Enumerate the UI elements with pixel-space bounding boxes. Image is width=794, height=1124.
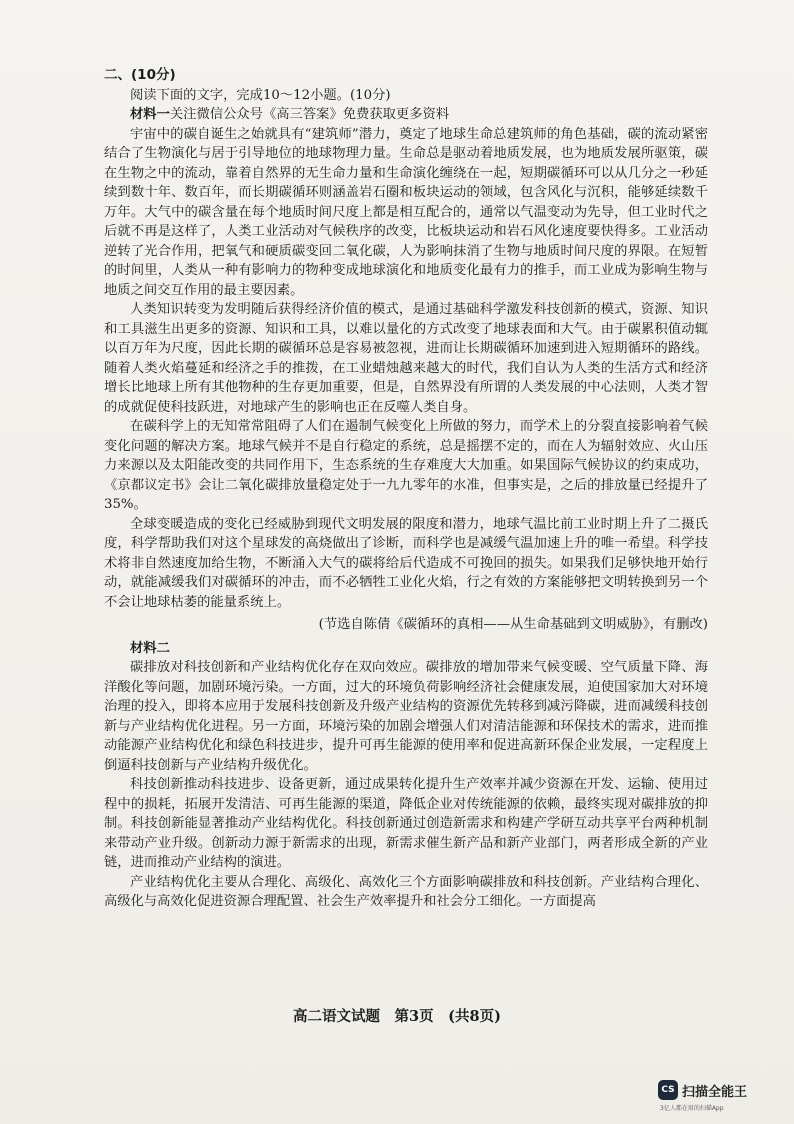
material1-paragraph: 宇宙中的碳自诞生之始就具有“建筑师”潜力，奠定了地球生命总建筑师的角色基础，碳的流动紧密结合了生物演化与居于引导地位的地球物理力量。生命总是驱动着地质发展，也为地质发展所驱策，碳在生物之中的流动，靠着自然界的无生命力量和生命演化缠绕在一起，短期碳循环可以从几分之一秒延续到数十年、数百年，而长期碳循环则涵盖岩石圈和板块运动的领域，包含风化与沉积，能够延续数千万年。大气中的碳含量在每个地质时间尺度上都是相互配合的，通常以气温变动为先导，但工业时代之后就不再是这样了，人类工业活动对气候秩序的改变，比板块运动和岩石风化速度要快得多。工业活动逆转了光合作用，把氧气和硬质碳变回二氧化碳，人为影响抹消了生物与地质时间尺度的界限。在短暂的时间里，人类从一种有影响力的物种变成地球演化和地质变化最有力的推手，而工业成为影响生物与地质之间交互作用的最主要因素。	[104, 126, 708, 298]
section-heading: 二、(10分)	[104, 67, 176, 83]
camscanner-logo-icon: CS	[658, 1080, 678, 1100]
scanner-watermark	[658, 1080, 778, 1112]
material1-label: 材料一	[130, 107, 170, 122]
page-footer: 高二语文试题 第3页 (共8页)	[293, 1008, 501, 1025]
material1-paragraph: 全球变暖造成的变化已经威胁到现代文明发展的限度和潜力，地球气温比前工业时期上升了二摄氏度，科学帮助我们对这个星球发的高烧做出了诊断，而科学也是减缓气温加速上升的唯一希望。科学技术将非自然速度加给生物，不断涌入大气的碳将给后代造成不可挽回的损失。如果我们足够快地开始行动，就能减缓我们对碳循环的冲击，而不必牺牲工业化火焰，行之有效的方案能够把文明转换到另一个不会让地球枯萎的能量系统上。	[104, 516, 708, 610]
material1-paragraph: 人类知识转变为发明随后获得经济价值的模式，是通过基础科学激发科技创新的模式，资源、知识和工具滋生出更多的资源、知识和工具，以难以量化的方式改变了地球表面和大气。由于碳累积值动辄以百万年为尺度，因此长期的碳循环总是容易被忽视，进而让长期碳循环加速到进入短期循环的路线。随着人类火焰蔓延和经济之手的推拨，在工业蜡烛越来越大的时代，我们自认为人类的生活方式和经济增长比地球上所有其他物种的生存更加重要，但是，自然界没有所谓的人类发展的中心法则，人类才智的成就促使科技跃进，对地球产生的影响也正在反噬人类自身。	[104, 302, 708, 415]
material1-source: (节选自陈倩《碳循环的真相——从生命基础到文明威胁》，有删改)	[318, 617, 708, 632]
material2-label: 材料二	[130, 640, 170, 656]
material2-paragraph: 产业结构优化主要从合理化、高级化、高效化三个方面影响碳排放和科技创新。产业结构合理化、高级化与高效化促进资源合理配置、社会生产效率提升和社会分工细化。一方面提高	[104, 874, 708, 909]
watermark-name: 扫描全能王	[682, 1084, 748, 1100]
material1-paragraph: 在碳科学上的无知常常阻碍了人们在遏制气候变化上所做的努力，而学术上的分裂直接影响着气候变化问题的解决方案。地球气候并不是自行稳定的系统，总是摇摆不定的，而在人为辐射效应、火山压力来源以及太阳能改变的共同作用下，生态系统的生存难度大大加重。如果国际气候协议的约束成功，《京都议定书》会让二氧化碳排放量稳定处于一九九零年的水准，但事实是，之后的排放量已经提升了35%。	[104, 419, 708, 512]
material1-label-line	[104, 105, 708, 125]
watermark-subtitle: 3亿人都在用的扫描App	[660, 1105, 724, 1112]
section-instruction: 阅读下面的文字，完成10～12小题。(10分)	[130, 87, 391, 103]
page-content	[104, 66, 708, 912]
material1-note: 关注微信公众号《高三答案》免费获取更多资料	[169, 107, 450, 122]
material2-paragraph: 科技创新推动科技进步、设备更新，通过成果转化提升生产效率并减少资源在开发、运输、使用过程中的损耗，拓展开发清洁、可再生能源的渠道，降低企业对传统能源的依赖，最终实现对碳排放的抑制。科技创新能显著推动产业结构优化。科技创新通过创造新需求和构建产学研互动共享平台两种机制来带动产业升级。创新动力源于新需求的出现，新需求催生新产品和新产业部门，两者形成全新的产业链，进而推动产业结构的演进。	[104, 777, 708, 870]
material2-paragraph: 碳排放对科技创新和产业结构优化存在双向效应。碳排放的增加带来气候变暖、空气质量下降、海洋酸化等问题，加剧环境污染。一方面，过大的环境负荷影响经济社会健康发展，迫使国家加大对环境治理的投入，即将本应用于发展科技创新及升级产业结构的资源优先转移到减污降碳，进而减缓科技创新与产业结构优化进程。另一方面，环境污染的加剧会增强人们对清洁能源和环保技术的需求，进而推动能源产业结构优化和绿色科技进步，提升可再生能源的使用率和促进高新环保企业发展，一定程度上倒逼科技创新与产业结构升级优化。	[104, 660, 708, 773]
